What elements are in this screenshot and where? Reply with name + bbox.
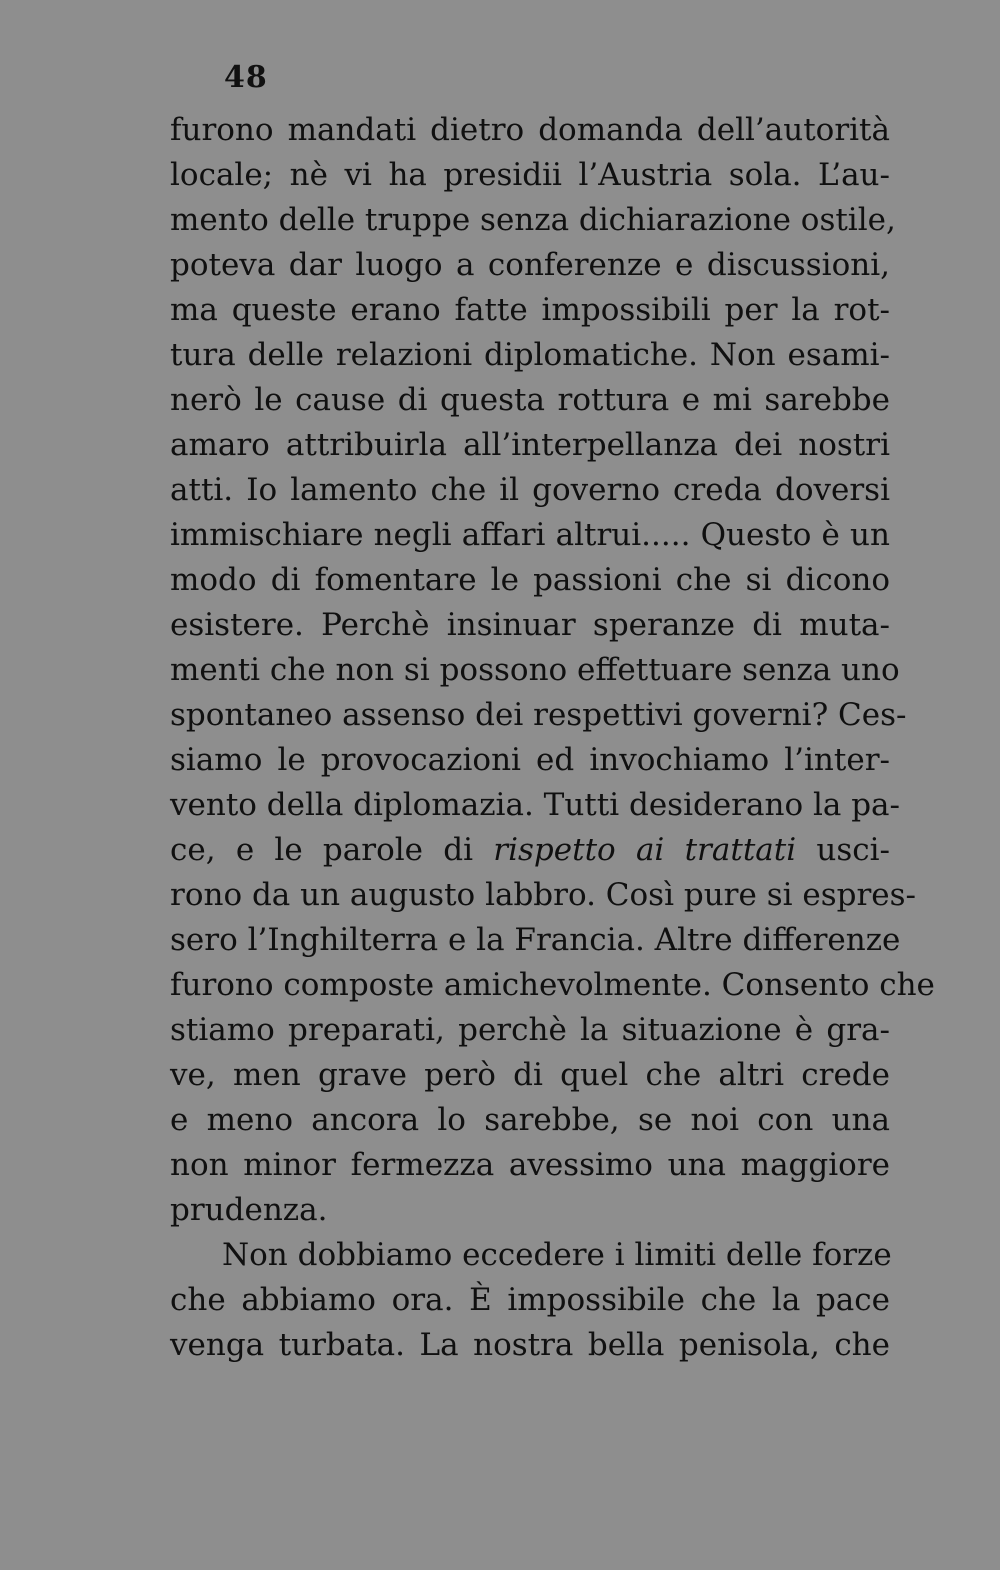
text-line: esistere. Perchè insinuar speranze di muta-	[170, 607, 890, 643]
text-line: mento delle truppe senza dichiarazione ostile,	[170, 202, 896, 238]
text-line: immischiare negli affari altrui..... Questo è un	[170, 517, 890, 553]
text-line: prudenza.	[170, 1192, 328, 1228]
italic-phrase: rispetto ai trattati	[493, 832, 797, 868]
text-fragment: usci-	[796, 832, 891, 868]
text-line: Non dobbiamo eccedere i limiti delle forze	[222, 1237, 892, 1273]
text-line-with-italic	[170, 828, 890, 873]
text-line: che abbiamo ora. È impossibile che la pace	[170, 1282, 890, 1318]
text-line: vento della diplomazia. Tutti desiderano la pa-	[170, 787, 901, 823]
text-line: locale; nè vi ha presidii l’Austria sola. L’au-	[170, 157, 890, 193]
text-line: amaro attribuirla all’interpellanza dei nostri	[170, 427, 890, 463]
text-line: ma queste erano fatte impossibili per la rot-	[170, 292, 890, 328]
text-line: poteva dar luogo a conferenze e discussioni,	[170, 247, 890, 283]
text-line: non minor fermezza avessimo una maggiore	[170, 1147, 890, 1183]
text-line: furono mandati dietro domanda dell’autorità	[170, 112, 890, 148]
text-line: sero l’Inghilterra e la Francia. Altre differenze	[170, 922, 901, 958]
text-line: nerò le cause di questa rottura e mi sarebbe	[170, 382, 890, 418]
body-text	[170, 108, 935, 1368]
text-fragment: ce, e le parole di	[170, 832, 494, 868]
text-line: spontaneo assenso dei respettivi governi? Ces-	[170, 697, 907, 733]
text-line: ve, men grave però di quel che altri crede	[170, 1057, 890, 1093]
text-line: modo di fomentare le passioni che si dicono	[170, 562, 890, 598]
text-line: menti che non si possono effettuare senza uno	[170, 652, 900, 688]
text-line: venga turbata. La nostra bella penisola, che	[170, 1327, 890, 1363]
text-line: furono composte amichevolmente. Consento che	[170, 967, 935, 1003]
text-line: tura delle relazioni diplomatiche. Non esami-	[170, 337, 890, 373]
text-line: siamo le provocazioni ed invochiamo l’inter-	[170, 742, 890, 778]
text-line: atti. Io lamento che il governo creda doversi	[170, 472, 890, 508]
text-line: e meno ancora lo sarebbe, se noi con una	[170, 1102, 890, 1138]
text-line: rono da un augusto labbro. Così pure si espres-	[170, 877, 917, 913]
page-number: 48	[224, 60, 268, 95]
text-line: stiamo preparati, perchè la situazione è gra-	[170, 1012, 890, 1048]
